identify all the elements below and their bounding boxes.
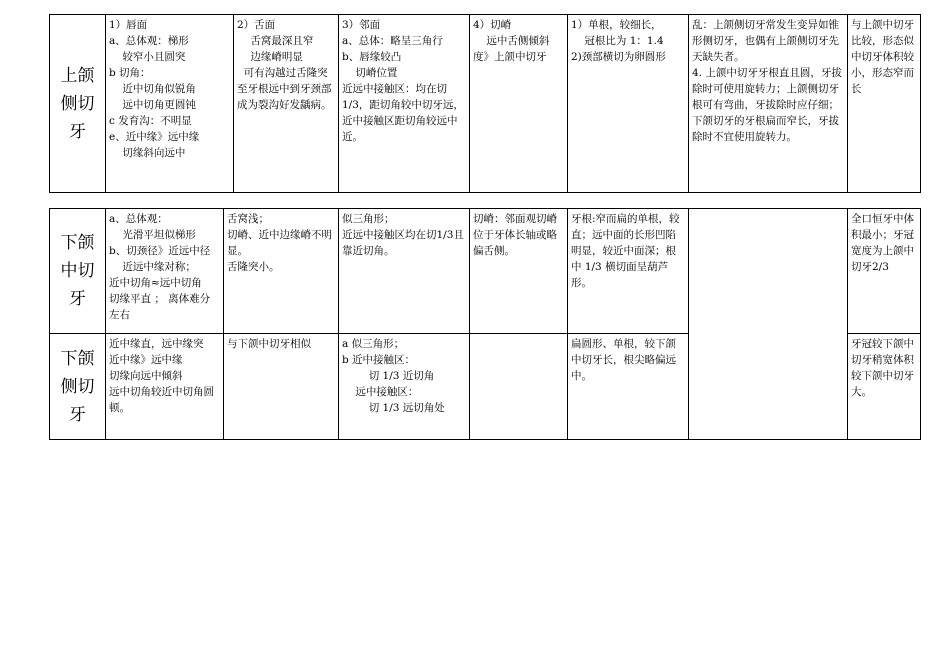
incisal-ridge-cell — [470, 334, 568, 440]
comparison-cell: 与上颌中切牙比较，形态似中切牙体积较小，形态窄而长 — [848, 15, 921, 193]
upper-lateral-incisor-row — [50, 15, 921, 193]
root-cell: 扁圆形、单根，较下颌中切牙长，根尖略偏远中。 — [568, 334, 689, 440]
notes-cell: 乱：上颌侧切牙常发生变异如锥形侧切牙，也偶有上颌侧切牙先天缺失者。 4. 上颌中切牙牙根直且圆，牙拔除时可使用旋转力；上颌侧切牙根可有弯曲，牙拔除时应仔细；下颌切牙的牙根扁而窄长，牙拔除时不宜使用旋转力。 — [689, 15, 848, 193]
lingual-surface-cell: 舌窝浅； 切嵴、近中边缘嵴不明显。 舌隆突小。 — [224, 209, 339, 334]
incisal-ridge-cell: 4）切嵴 远中舌侧倾斜度》上颌中切牙 — [470, 15, 568, 193]
lingual-surface-cell: 与下颌中切牙相似 — [224, 334, 339, 440]
notes-cell — [689, 209, 848, 440]
proximal-surface-cell: 3）邻面 a、总体：略呈三角行 b、唇缘较凸 切嵴位置 近远中接触区：均在切1/3，距切角较中切牙远，近中接触区距切角较远中近。 — [339, 15, 470, 193]
comparison-cell: 牙冠较下颌中切牙稍宽体积较下颌中切牙大。 — [848, 334, 921, 440]
labial-surface-cell: a、总体观： 光滑平坦似梯形 b、切颈径》近远中径 近远中缘对称； 近中切角≈远中切角 切缘平直 ； 离体难分左右 — [106, 209, 224, 334]
proximal-surface-cell: a 似三角形； b 近中接触区： 切 1/3 近切角 远中接触区： 切 1/3 远切角处 — [339, 334, 470, 440]
upper-lateral-incisor-table — [49, 14, 921, 193]
root-cell: 牙根:窄而扁的单根，较直；远中面的长形凹陷明显，较近中面深；根中 1/3 横切面呈葫芦形。 — [568, 209, 689, 334]
row-header-lower-lateral: 下颌 侧切 牙 — [50, 334, 106, 440]
lower-central-incisor-row — [50, 209, 921, 334]
comparison-cell: 全口恒牙中体积最小；牙冠宽度为上颌中切牙2/3 — [848, 209, 921, 334]
row-header-lower-central: 下颌 中切 牙 — [50, 209, 106, 334]
incisal-ridge-cell: 切嵴：邻面观切嵴位于牙体长轴或略偏舌侧。 — [470, 209, 568, 334]
labial-surface-cell: 1）唇面 a、总体观：梯形 较窄小且圆突 b 切角： 近中切角似锐角 远中切角更圆钝 c 发育沟：不明显 e、近中缘》远中缘 切缘斜向远中 — [106, 15, 234, 193]
root-cell: 1）单根，较细长， 冠根比为 1：1.4 2)颈部横切为卵圆形 — [568, 15, 689, 193]
lingual-surface-cell: 2）舌面 舌窝最深且窄 边缘嵴明显 可有沟越过舌隆突至牙根远中到牙颈部成为裂沟好发龋病。 — [234, 15, 339, 193]
labial-surface-cell: 近中缘直，远中缘突 近中缘》远中缘 切缘向远中倾斜 远中切角较近中切角圆顿。 — [106, 334, 224, 440]
lower-incisor-table — [49, 208, 921, 440]
proximal-surface-cell: 似三角形； 近远中接触区均在切1/3且靠近切角。 — [339, 209, 470, 334]
row-header-upper-lateral: 上颌 侧切 牙 — [50, 15, 106, 193]
